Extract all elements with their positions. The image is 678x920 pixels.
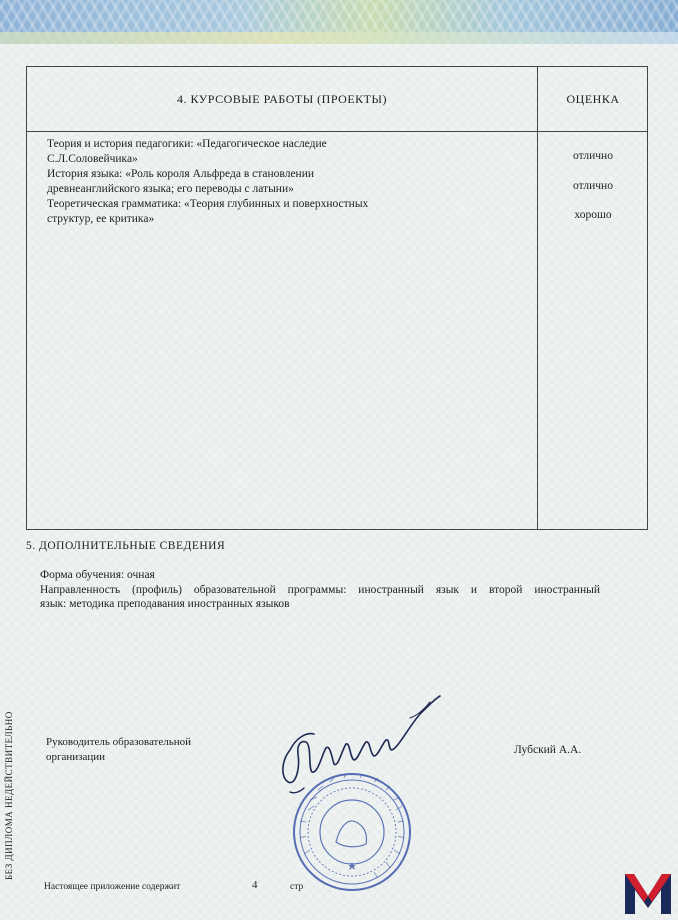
decorative-header-band bbox=[0, 0, 678, 44]
work-line: Теоретическая грамматика: «Теория глубинных и поверхностных bbox=[47, 198, 369, 210]
program-direction-line-2: язык: методика преподавания иностранных языков bbox=[40, 598, 290, 610]
grade-value: отлично bbox=[573, 180, 613, 192]
signatory-label-line-1: Руководитель образовательной bbox=[46, 736, 192, 748]
grade-value: хорошо bbox=[574, 209, 612, 221]
footer-pages-suffix: стр bbox=[290, 882, 304, 892]
grade-value: отлично bbox=[573, 150, 613, 162]
work-line: История языка: «Роль короля Альфреда в становлении bbox=[47, 168, 315, 180]
vertical-side-note: БЕЗ ДИПЛОМА НЕДЕЙСТВИТЕЛЬНО bbox=[4, 711, 14, 880]
course-works-table bbox=[26, 66, 648, 530]
program-direction-line-1: Направленность (профиль) образовательной программы: иностранный язык и второй иностранный bbox=[40, 583, 600, 596]
study-form: Форма обучения: очная bbox=[40, 569, 155, 581]
footer-page-count: 4 bbox=[252, 879, 258, 891]
section-5-title: 5. ДОПОЛНИТЕЛЬНЫЕ СВЕДЕНИЯ bbox=[26, 540, 226, 552]
signatory-label-line-2: организации bbox=[46, 751, 106, 763]
work-line: структур, ее критика» bbox=[47, 213, 155, 225]
official-seal bbox=[290, 770, 414, 894]
m-logo-icon bbox=[622, 870, 674, 916]
table-header-grade: ОЦЕНКА bbox=[566, 91, 620, 106]
signatory-label bbox=[46, 735, 216, 765]
section-5-body bbox=[40, 568, 600, 612]
footer-pages-label: Настоящее приложение содержит bbox=[44, 882, 181, 892]
course-works-list bbox=[47, 137, 517, 227]
signatory-name: Лубский А.А. bbox=[514, 744, 582, 756]
table-header-divider bbox=[27, 131, 647, 132]
table-header-title: 4. КУРСОВЫЕ РАБОТЫ (ПРОЕКТЫ) bbox=[177, 91, 387, 106]
work-line: С.Л.Соловейчика» bbox=[47, 153, 138, 165]
table-column-divider bbox=[537, 67, 538, 529]
work-line: Теория и история педагогики: «Педагогическое наследие bbox=[47, 138, 327, 150]
work-line: древнеанглийского языка; его переводы с латыни» bbox=[47, 183, 294, 195]
